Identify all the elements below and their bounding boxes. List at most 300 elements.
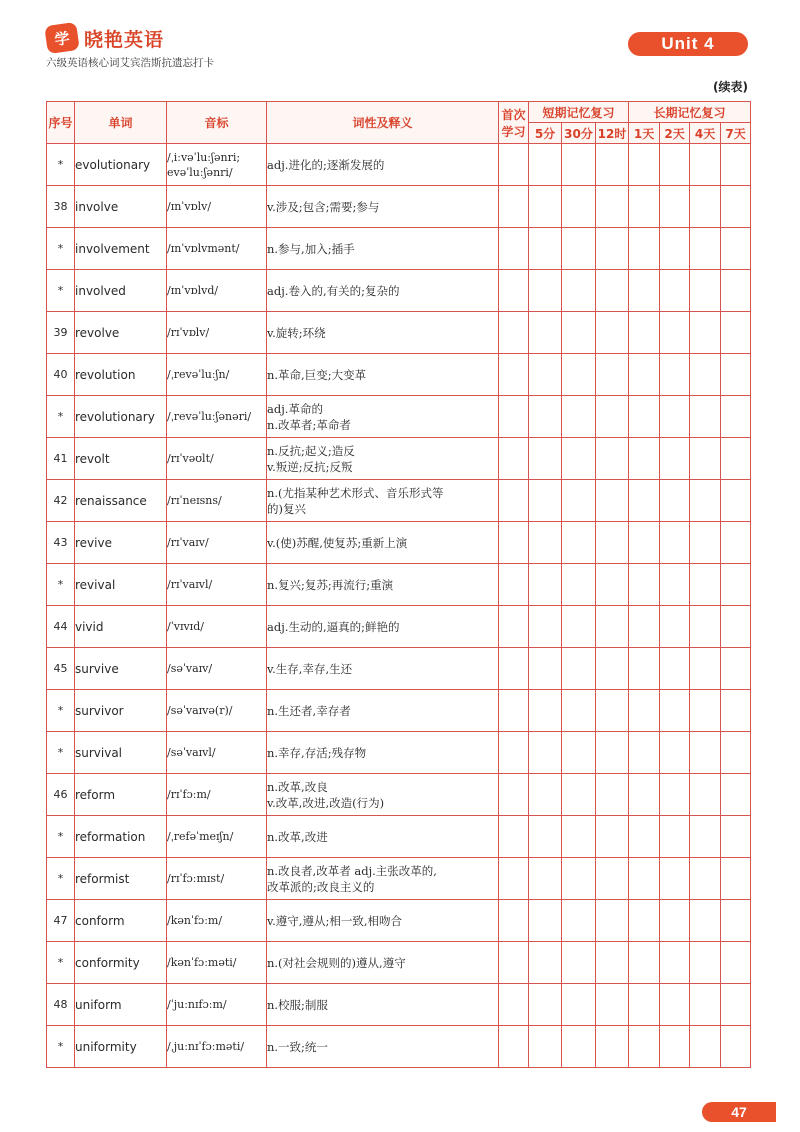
review-checkbox-cell[interactable]: [629, 564, 660, 606]
definition-line: v.涉及;包含;需要;参与: [267, 199, 380, 214]
review-checkbox-cell[interactable]: [529, 480, 562, 522]
review-checkbox-cell[interactable]: [660, 480, 690, 522]
review-checkbox-cell[interactable]: [529, 690, 562, 732]
row-definition: [267, 564, 499, 606]
review-checkbox-cell[interactable]: [721, 816, 751, 858]
row-ipa: [167, 900, 267, 942]
review-checkbox-cell[interactable]: [721, 354, 751, 396]
review-checkbox-cell[interactable]: [596, 816, 629, 858]
review-checkbox-cell[interactable]: [499, 732, 529, 774]
review-checkbox-cell[interactable]: [499, 522, 529, 564]
review-checkbox-cell[interactable]: [529, 228, 562, 270]
definition-line: v.遵守,遵从;相一致,相吻合: [267, 913, 402, 928]
review-checkbox-cell[interactable]: [660, 648, 690, 690]
row-definition: [267, 648, 499, 690]
review-checkbox-cell[interactable]: [596, 228, 629, 270]
row-definition: [267, 396, 499, 438]
review-checkbox-cell[interactable]: [721, 648, 751, 690]
review-checkbox-cell[interactable]: [690, 228, 721, 270]
row-ipa: [167, 564, 267, 606]
review-checkbox-cell[interactable]: [690, 984, 721, 1026]
review-checkbox-cell[interactable]: [499, 690, 529, 732]
review-checkbox-cell[interactable]: [721, 900, 751, 942]
review-checkbox-cell[interactable]: [629, 690, 660, 732]
review-checkbox-cell[interactable]: [629, 858, 660, 900]
table-row: [47, 732, 751, 774]
review-checkbox-cell[interactable]: [660, 270, 690, 312]
header-short-term: 短期记忆复习: [529, 102, 629, 123]
review-checkbox-cell[interactable]: [596, 858, 629, 900]
review-checkbox-cell[interactable]: [629, 144, 660, 186]
review-checkbox-cell[interactable]: [629, 606, 660, 648]
row-ipa: [167, 228, 267, 270]
review-checkbox-cell[interactable]: [690, 270, 721, 312]
review-checkbox-cell[interactable]: [499, 480, 529, 522]
row-definition: [267, 774, 499, 816]
review-checkbox-cell[interactable]: [721, 438, 751, 480]
table-row: [47, 354, 751, 396]
table-row: [47, 186, 751, 228]
header-word: 单词: [75, 102, 167, 144]
definition-line: adj.进化的;逐渐发展的: [267, 157, 385, 172]
review-checkbox-cell[interactable]: [629, 228, 660, 270]
review-checkbox-cell[interactable]: [562, 606, 596, 648]
review-checkbox-cell[interactable]: [690, 144, 721, 186]
definition-line: v.生存,幸存,生还: [267, 661, 353, 676]
review-checkbox-cell[interactable]: [721, 774, 751, 816]
review-checkbox-cell[interactable]: [562, 186, 596, 228]
review-checkbox-cell[interactable]: [629, 480, 660, 522]
review-checkbox-cell[interactable]: [690, 942, 721, 984]
review-checkbox-cell[interactable]: [596, 144, 629, 186]
row-ipa: [167, 690, 267, 732]
review-checkbox-cell[interactable]: [690, 564, 721, 606]
row-ipa: [167, 606, 267, 648]
row-number: 44: [47, 606, 75, 648]
header-long-col: 1天: [629, 123, 660, 144]
definition-line: n.改革,改良: [267, 779, 328, 794]
review-checkbox-cell[interactable]: [562, 396, 596, 438]
review-checkbox-cell[interactable]: [690, 186, 721, 228]
ipa-line: /rɪˈneɪsns/: [167, 494, 222, 507]
review-checkbox-cell[interactable]: [596, 438, 629, 480]
row-definition: [267, 900, 499, 942]
definition-line: 改革派的;改良主义的: [267, 879, 375, 894]
table-row: [47, 648, 751, 690]
row-ipa: [167, 942, 267, 984]
row-number: *: [47, 942, 75, 984]
review-checkbox-cell[interactable]: [660, 186, 690, 228]
review-checkbox-cell[interactable]: [596, 522, 629, 564]
ipa-line: /rɪˈvəʊlt/: [167, 452, 214, 465]
review-checkbox-cell[interactable]: [562, 438, 596, 480]
definition-line: n.复兴;复苏;再流行;重演: [267, 577, 394, 592]
review-checkbox-cell[interactable]: [660, 144, 690, 186]
review-checkbox-cell[interactable]: [660, 312, 690, 354]
review-checkbox-cell[interactable]: [529, 858, 562, 900]
row-number: *: [47, 690, 75, 732]
row-ipa: [167, 774, 267, 816]
row-definition: [267, 144, 499, 186]
review-checkbox-cell[interactable]: [562, 690, 596, 732]
review-checkbox-cell[interactable]: [629, 984, 660, 1026]
review-checkbox-cell[interactable]: [529, 1026, 562, 1068]
review-checkbox-cell[interactable]: [660, 228, 690, 270]
review-checkbox-cell[interactable]: [499, 270, 529, 312]
review-checkbox-cell[interactable]: [499, 606, 529, 648]
definition-line: n.反抗;起义;造反: [267, 443, 355, 458]
review-checkbox-cell[interactable]: [660, 858, 690, 900]
review-checkbox-cell[interactable]: [596, 312, 629, 354]
review-checkbox-cell[interactable]: [690, 396, 721, 438]
row-word: reform: [75, 774, 167, 816]
review-checkbox-cell[interactable]: [721, 606, 751, 648]
header-ipa: 音标: [167, 102, 267, 144]
review-checkbox-cell[interactable]: [562, 900, 596, 942]
row-word: survival: [75, 732, 167, 774]
review-checkbox-cell[interactable]: [562, 984, 596, 1026]
review-checkbox-cell[interactable]: [596, 648, 629, 690]
review-checkbox-cell[interactable]: [629, 732, 660, 774]
row-definition: [267, 858, 499, 900]
review-checkbox-cell[interactable]: [499, 984, 529, 1026]
review-checkbox-cell[interactable]: [660, 942, 690, 984]
row-word: revival: [75, 564, 167, 606]
review-checkbox-cell[interactable]: [596, 690, 629, 732]
row-definition: [267, 522, 499, 564]
review-checkbox-cell[interactable]: [499, 816, 529, 858]
table-row: [47, 144, 751, 186]
review-checkbox-cell[interactable]: [529, 354, 562, 396]
review-checkbox-cell[interactable]: [529, 816, 562, 858]
review-checkbox-cell[interactable]: [660, 522, 690, 564]
row-ipa: [167, 1026, 267, 1068]
review-checkbox-cell[interactable]: [499, 438, 529, 480]
table-row: [47, 984, 751, 1026]
review-checkbox-cell[interactable]: [562, 942, 596, 984]
review-checkbox-cell[interactable]: [721, 984, 751, 1026]
review-checkbox-cell[interactable]: [629, 186, 660, 228]
review-checkbox-cell[interactable]: [499, 312, 529, 354]
review-checkbox-cell[interactable]: [721, 228, 751, 270]
ipa-line: /səˈvaɪv/: [167, 662, 213, 675]
book-subtitle: 六级英语核心词艾宾浩斯抗遗忘打卡: [46, 57, 214, 69]
row-number: 41: [47, 438, 75, 480]
review-checkbox-cell[interactable]: [690, 690, 721, 732]
header-long-col: 7天: [721, 123, 751, 144]
review-checkbox-cell[interactable]: [499, 144, 529, 186]
review-checkbox-cell[interactable]: [660, 1026, 690, 1068]
ipa-line: /rɪˈfɔːmɪst/: [167, 872, 225, 885]
review-checkbox-cell[interactable]: [596, 480, 629, 522]
header-short-col: 12时: [596, 123, 629, 144]
review-checkbox-cell[interactable]: [499, 354, 529, 396]
review-checkbox-cell[interactable]: [690, 816, 721, 858]
ipa-line: /kənˈfɔːməti/: [167, 956, 237, 969]
review-checkbox-cell[interactable]: [596, 396, 629, 438]
review-checkbox-cell[interactable]: [529, 270, 562, 312]
ipa-line: /rɪˈvaɪv/: [167, 536, 209, 549]
review-checkbox-cell[interactable]: [721, 144, 751, 186]
review-checkbox-cell[interactable]: [562, 816, 596, 858]
row-number: *: [47, 1026, 75, 1068]
ipa-line: /kənˈfɔːm/: [167, 914, 223, 927]
table-row: [47, 1026, 751, 1068]
row-number: 43: [47, 522, 75, 564]
review-checkbox-cell[interactable]: [721, 858, 751, 900]
row-ipa: [167, 186, 267, 228]
review-checkbox-cell[interactable]: [562, 858, 596, 900]
table-row: [47, 312, 751, 354]
review-checkbox-cell[interactable]: [721, 480, 751, 522]
table-row: [47, 942, 751, 984]
review-checkbox-cell[interactable]: [529, 942, 562, 984]
review-checkbox-cell[interactable]: [529, 144, 562, 186]
review-checkbox-cell[interactable]: [629, 900, 660, 942]
review-checkbox-cell[interactable]: [660, 690, 690, 732]
row-ipa: [167, 816, 267, 858]
review-checkbox-cell[interactable]: [596, 774, 629, 816]
row-number: *: [47, 228, 75, 270]
review-checkbox-cell[interactable]: [660, 438, 690, 480]
review-checkbox-cell[interactable]: [529, 606, 562, 648]
row-word: revolutionary: [75, 396, 167, 438]
row-ipa: [167, 396, 267, 438]
review-checkbox-cell[interactable]: [529, 438, 562, 480]
row-definition: [267, 732, 499, 774]
review-checkbox-cell[interactable]: [721, 732, 751, 774]
review-checkbox-cell[interactable]: [529, 732, 562, 774]
row-definition: [267, 942, 499, 984]
row-word: reformist: [75, 858, 167, 900]
row-ipa: [167, 270, 267, 312]
row-word: revive: [75, 522, 167, 564]
review-checkbox-cell[interactable]: [660, 606, 690, 648]
row-ipa: [167, 522, 267, 564]
review-checkbox-cell[interactable]: [529, 522, 562, 564]
row-ipa: [167, 984, 267, 1026]
definition-line: n.改革者;革命者: [267, 417, 351, 432]
review-checkbox-cell[interactable]: [596, 732, 629, 774]
table-row: [47, 480, 751, 522]
ipa-line: /səˈvaɪvə(r)/: [167, 704, 233, 717]
row-number: *: [47, 858, 75, 900]
review-checkbox-cell[interactable]: [596, 564, 629, 606]
review-checkbox-cell[interactable]: [690, 648, 721, 690]
review-checkbox-cell[interactable]: [629, 816, 660, 858]
review-checkbox-cell[interactable]: [596, 984, 629, 1026]
definition-line: v.改革,改进,改造(行为): [267, 795, 385, 810]
row-number: *: [47, 564, 75, 606]
header-seq: 序号: [47, 102, 75, 144]
review-checkbox-cell[interactable]: [499, 396, 529, 438]
review-checkbox-cell[interactable]: [721, 1026, 751, 1068]
ipa-line: evəˈluːʃənri/: [167, 165, 233, 179]
vocab-body: [47, 144, 751, 1068]
ipa-line: /ɪnˈvɒlvd/: [167, 284, 219, 297]
review-checkbox-cell[interactable]: [690, 606, 721, 648]
review-checkbox-cell[interactable]: [562, 312, 596, 354]
ipa-line: /ˌrevəˈluːʃənəri/: [167, 410, 252, 423]
review-checkbox-cell[interactable]: [562, 648, 596, 690]
header-long-col: 4天: [690, 123, 721, 144]
review-checkbox-cell[interactable]: [529, 984, 562, 1026]
review-checkbox-cell[interactable]: [596, 354, 629, 396]
table-row: [47, 606, 751, 648]
review-checkbox-cell[interactable]: [690, 522, 721, 564]
review-checkbox-cell[interactable]: [660, 564, 690, 606]
row-definition: [267, 816, 499, 858]
review-checkbox-cell[interactable]: [499, 858, 529, 900]
review-checkbox-cell[interactable]: [499, 228, 529, 270]
review-checkbox-cell[interactable]: [529, 186, 562, 228]
review-checkbox-cell[interactable]: [721, 270, 751, 312]
row-word: vivid: [75, 606, 167, 648]
review-checkbox-cell[interactable]: [499, 1026, 529, 1068]
review-checkbox-cell[interactable]: [562, 522, 596, 564]
row-definition: [267, 480, 499, 522]
row-number: *: [47, 816, 75, 858]
row-ipa: [167, 858, 267, 900]
review-checkbox-cell[interactable]: [690, 732, 721, 774]
review-checkbox-cell[interactable]: [660, 732, 690, 774]
review-checkbox-cell[interactable]: [660, 900, 690, 942]
review-checkbox-cell[interactable]: [499, 942, 529, 984]
review-checkbox-cell[interactable]: [690, 480, 721, 522]
row-definition: [267, 984, 499, 1026]
review-checkbox-cell[interactable]: [629, 354, 660, 396]
review-checkbox-cell[interactable]: [529, 900, 562, 942]
review-checkbox-cell[interactable]: [629, 522, 660, 564]
row-number: *: [47, 144, 75, 186]
row-definition: [267, 690, 499, 732]
review-checkbox-cell[interactable]: [529, 774, 562, 816]
review-checkbox-cell[interactable]: [562, 774, 596, 816]
header-def: 词性及释义: [267, 102, 499, 144]
review-checkbox-cell[interactable]: [690, 774, 721, 816]
row-definition: [267, 354, 499, 396]
review-checkbox-cell[interactable]: [596, 186, 629, 228]
row-word: uniform: [75, 984, 167, 1026]
review-checkbox-cell[interactable]: [499, 564, 529, 606]
review-checkbox-cell[interactable]: [690, 900, 721, 942]
review-checkbox-cell[interactable]: [629, 438, 660, 480]
review-checkbox-cell[interactable]: [596, 270, 629, 312]
review-checkbox-cell[interactable]: [660, 396, 690, 438]
review-checkbox-cell[interactable]: [529, 396, 562, 438]
review-checkbox-cell[interactable]: [721, 942, 751, 984]
unit-badge: Unit 4: [628, 32, 748, 56]
review-checkbox-cell[interactable]: [596, 1026, 629, 1068]
review-checkbox-cell[interactable]: [499, 648, 529, 690]
table-row: [47, 564, 751, 606]
review-checkbox-cell[interactable]: [660, 984, 690, 1026]
ipa-line: /ˌiːvəˈluːʃənri;: [167, 150, 241, 164]
review-checkbox-cell[interactable]: [690, 1026, 721, 1068]
definition-line: n.革命,巨变;大变革: [267, 367, 367, 382]
review-checkbox-cell[interactable]: [660, 774, 690, 816]
review-checkbox-cell[interactable]: [629, 270, 660, 312]
review-checkbox-cell[interactable]: [499, 186, 529, 228]
review-checkbox-cell[interactable]: [721, 690, 751, 732]
definition-line: n.改革,改进: [267, 829, 328, 844]
definition-line: v.叛逆;反抗;反叛: [267, 459, 353, 474]
row-number: *: [47, 270, 75, 312]
review-checkbox-cell[interactable]: [660, 354, 690, 396]
review-checkbox-cell[interactable]: [721, 312, 751, 354]
review-checkbox-cell[interactable]: [721, 564, 751, 606]
review-checkbox-cell[interactable]: [629, 1026, 660, 1068]
row-word: survive: [75, 648, 167, 690]
review-checkbox-cell[interactable]: [660, 816, 690, 858]
page-number: 47: [702, 1102, 776, 1122]
review-checkbox-cell[interactable]: [690, 354, 721, 396]
table-row: [47, 774, 751, 816]
review-checkbox-cell[interactable]: [721, 186, 751, 228]
table-row: [47, 438, 751, 480]
review-checkbox-cell[interactable]: [562, 270, 596, 312]
ipa-line: /ˌjuːnɪˈfɔːməti/: [167, 1040, 245, 1053]
row-word: revolution: [75, 354, 167, 396]
review-checkbox-cell[interactable]: [529, 312, 562, 354]
brand-name: 晓艳英语: [84, 28, 165, 51]
review-checkbox-cell[interactable]: [562, 564, 596, 606]
row-word: conformity: [75, 942, 167, 984]
review-checkbox-cell[interactable]: [499, 774, 529, 816]
header-short-col: 5分: [529, 123, 562, 144]
definition-line: n.校服;制服: [267, 997, 328, 1012]
review-checkbox-cell[interactable]: [596, 900, 629, 942]
review-checkbox-cell[interactable]: [562, 732, 596, 774]
table-row: [47, 900, 751, 942]
header-short-col: 30分: [562, 123, 596, 144]
row-ipa: [167, 438, 267, 480]
vocab-table: [46, 101, 751, 1068]
review-checkbox-cell[interactable]: [629, 312, 660, 354]
row-ipa: [167, 480, 267, 522]
review-checkbox-cell[interactable]: [596, 942, 629, 984]
row-word: reformation: [75, 816, 167, 858]
review-checkbox-cell[interactable]: [690, 858, 721, 900]
review-checkbox-cell[interactable]: [562, 144, 596, 186]
review-checkbox-cell[interactable]: [596, 606, 629, 648]
review-checkbox-cell[interactable]: [721, 396, 751, 438]
row-word: involve: [75, 186, 167, 228]
row-ipa: [167, 144, 267, 186]
review-checkbox-cell[interactable]: [562, 354, 596, 396]
review-checkbox-cell[interactable]: [562, 228, 596, 270]
definition-line: adj.生动的,逼真的;鲜艳的: [267, 619, 400, 634]
review-checkbox-cell[interactable]: [690, 312, 721, 354]
row-definition: [267, 438, 499, 480]
review-checkbox-cell[interactable]: [629, 774, 660, 816]
review-checkbox-cell[interactable]: [499, 900, 529, 942]
review-checkbox-cell[interactable]: [529, 648, 562, 690]
row-number: 38: [47, 186, 75, 228]
row-number: 46: [47, 774, 75, 816]
review-checkbox-cell[interactable]: [629, 396, 660, 438]
review-checkbox-cell[interactable]: [629, 942, 660, 984]
review-checkbox-cell[interactable]: [629, 648, 660, 690]
row-ipa: [167, 648, 267, 690]
review-checkbox-cell[interactable]: [690, 438, 721, 480]
review-checkbox-cell[interactable]: [721, 522, 751, 564]
row-word: renaissance: [75, 480, 167, 522]
review-checkbox-cell[interactable]: [529, 564, 562, 606]
review-checkbox-cell[interactable]: [562, 1026, 596, 1068]
row-word: involvement: [75, 228, 167, 270]
review-checkbox-cell[interactable]: [562, 480, 596, 522]
